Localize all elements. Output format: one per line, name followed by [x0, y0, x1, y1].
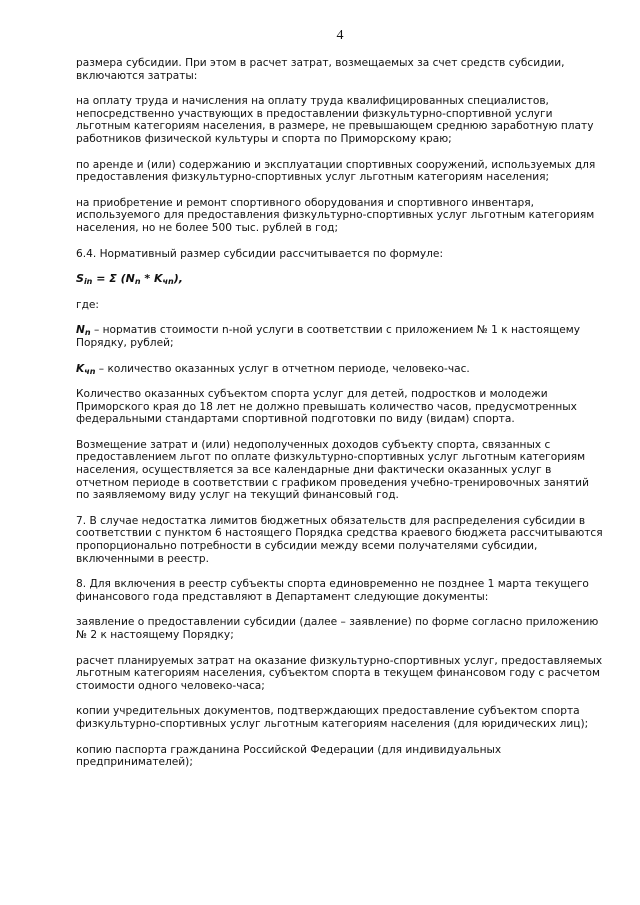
paragraph: заявление о предоставлении субсидии (далее – заявление) по форме согласно приложению № 2 к настоящему Порядку;	[76, 616, 599, 641]
paragraph: 8. Для включения в реестр субъекты спорта единовременно не позднее 1 марта текущего финансового года представляют в Департамент следующие документы:	[76, 578, 589, 603]
formula-n: N	[125, 272, 135, 286]
formula-s-sub: in	[83, 277, 93, 287]
symbol-subscript: n	[84, 328, 91, 338]
definition-n	[76, 324, 604, 349]
paragraph: Возмещение затрат и (или) недополученных доходов субъекту спорта, связанных с предоставлением льгот по оплате физкультурно-спортивных услуг льготным категориям населения, осуществляется за все календарные дни фактически оказанных услуг в отчетном периоде в соответствии с графиком проведения учебно-тренировочных занятий по заявляемому виду услуг на текущий финансовый год.	[76, 438, 589, 502]
symbol-letter: N	[76, 324, 85, 337]
definition-symbol	[76, 324, 91, 336]
paragraph: 6.4. Нормативный размер субсидии рассчитывается по формуле:	[76, 247, 444, 260]
paragraph: на приобретение и ремонт спортивного оборудования и спортивного инвентаря, используемого для предоставления физкультурно-спортивных услуг льготным категориям населения, но не более 500 тыс. рублей в год;	[76, 196, 595, 234]
formula-s: S	[76, 272, 84, 286]
subsidy-formula	[76, 273, 604, 286]
paragraph: размера субсидии. При этом в расчет затрат, возмещаемых за счет средств субсидии, включаются затраты:	[76, 57, 565, 82]
definition-symbol	[76, 363, 95, 375]
definition-k	[76, 363, 604, 376]
formula-n-sub: n	[134, 277, 141, 287]
symbol-subscript: чn	[84, 366, 96, 376]
paragraph: 7. В случае недостатка лимитов бюджетных обязательств для распределения субсидии в соответствии с пунктом 6 настоящего Порядка средства краевого бюджета рассчитываются пропорционально потребности в субсидии между всеми получателями субсидии, включенными в реестр.	[76, 514, 603, 565]
formula-k-sub: чn	[162, 277, 174, 287]
formula-eq: = Σ (	[92, 272, 126, 286]
formula-k: K	[153, 272, 163, 286]
paragraph: по аренде и (или) содержанию и эксплуатации спортивных сооружений, используемых для предоставления физкультурно-спортивных услуг льготным категориям населения;	[76, 158, 596, 184]
paragraph: копию паспорта гражданина Российской Федерации (для индивидуальных предпринимателей);	[76, 743, 502, 769]
where-label: где:	[76, 298, 99, 311]
paragraph: Количество оказанных субъектом спорта услуг для детей, подростков и молодежи Приморского края до 18 лет не должно превышать количество часов, предусмотренных федеральными стандартами спортивной подготовки по виду (видам) спорта.	[76, 388, 577, 426]
symbol-letter: K	[76, 362, 85, 375]
paragraph: на оплату труда и начисления на оплату труда квалифицированных специалистов, непосредственно участвующих в предоставлении физкультурно-спортивной услуги льготным категориям населения, в размере, не превышающем среднюю заработную плату работников физической культуры и спорта по Приморскому краю;	[76, 95, 594, 145]
formula-end: ),	[173, 272, 183, 286]
definition-text: – норматив стоимости n-ной услуги в соответствии с приложением № 1 к настоящему Порядку, рублей;	[76, 324, 581, 349]
paragraph: копии учредительных документов, подтверждающих предоставление субъектом спорта физкультурно-спортивных услуг льготным категориям населения (для юридических лиц);	[76, 705, 589, 730]
paragraph: расчет планируемых затрат на оказание физкультурно-спортивных услуг, предоставляемых льготным категориям населения, субъектом спорта в текущем финансовом году с расчетом стоимости одного человеко-часа;	[76, 654, 603, 692]
formula-mul: *	[140, 272, 154, 286]
page-number: 4	[336, 28, 344, 43]
definition-text: – количество оказанных услуг в отчетном периоде, человеко-час.	[95, 362, 470, 375]
